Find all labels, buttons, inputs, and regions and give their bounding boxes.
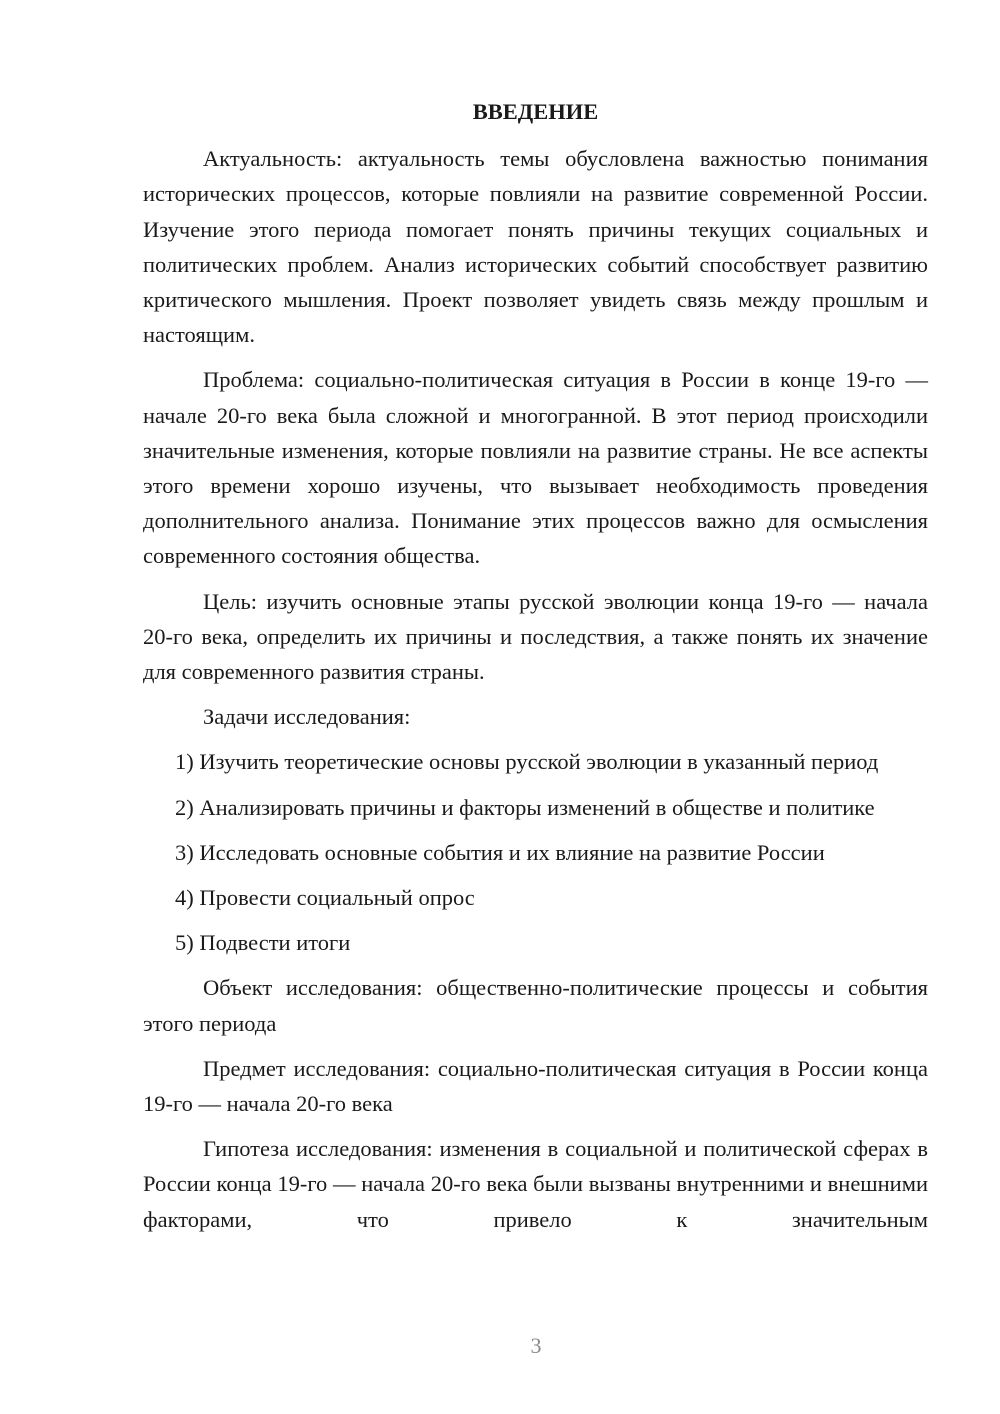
problem-paragraph: Проблема: социально-политическая ситуация в России в конце 19-го — начале 20-го века была сложной и многогранной. В этот период происходили значительные изменения, которые повлияли на развитие страны. Не все аспекты этого времени хорошо изучены, что вызывает необходимость проведения дополнительного анализа. Понимание этих процессов важно для осмысления современного состояния общества.: [143, 367, 928, 569]
tasks-heading: Задачи исследования:: [203, 704, 411, 730]
task-item-1: 1) Изучить теоретические основы русской эволюции в указанный период: [175, 749, 879, 775]
task-item-5: 5) Подвести итоги: [175, 930, 351, 956]
document-page: [143, 94, 928, 1247]
page-number: 3: [530, 1333, 542, 1358]
goal-paragraph: Цель: изучить основные этапы русской эволюции конца 19-го — начала 20-го века, определить их причины и последствия, а также понять их значение для современного развития страны.: [143, 588, 928, 685]
task-item-2: 2) Анализировать причины и факторы изменений в обществе и политике: [175, 794, 875, 820]
object-paragraph: Объект исследования: общественно-политические процессы и события этого периода: [143, 975, 928, 1036]
hypothesis-paragraph: Гипотеза исследования: изменения в социальной и политической сферах в России конца 19-го — начала 20-го века были вызваны внутренними и внешними факторами, что привело к значительным: [143, 1136, 928, 1232]
subject-paragraph: Предмет исследования: социально-политическая ситуация в России конца 19-го — начала 20-го века: [143, 1055, 928, 1117]
section-title: ВВЕДЕНИЕ: [472, 99, 599, 124]
relevance-paragraph: Актуальность: актуальность темы обусловлена важностью понимания исторических процессов, которые повлияли на развитие современной России. Изучение этого периода помогает понять причины текущих социальных и политических проблем. Анализ исторических событий способствует развитию критического мышления. Проект позволяет увидеть связь между прошлым и настоящим.: [143, 146, 928, 348]
task-item-3: 3) Исследовать основные события и их влияние на развитие России: [175, 839, 825, 865]
task-item-4: 4) Провести социальный опрос: [175, 885, 475, 911]
